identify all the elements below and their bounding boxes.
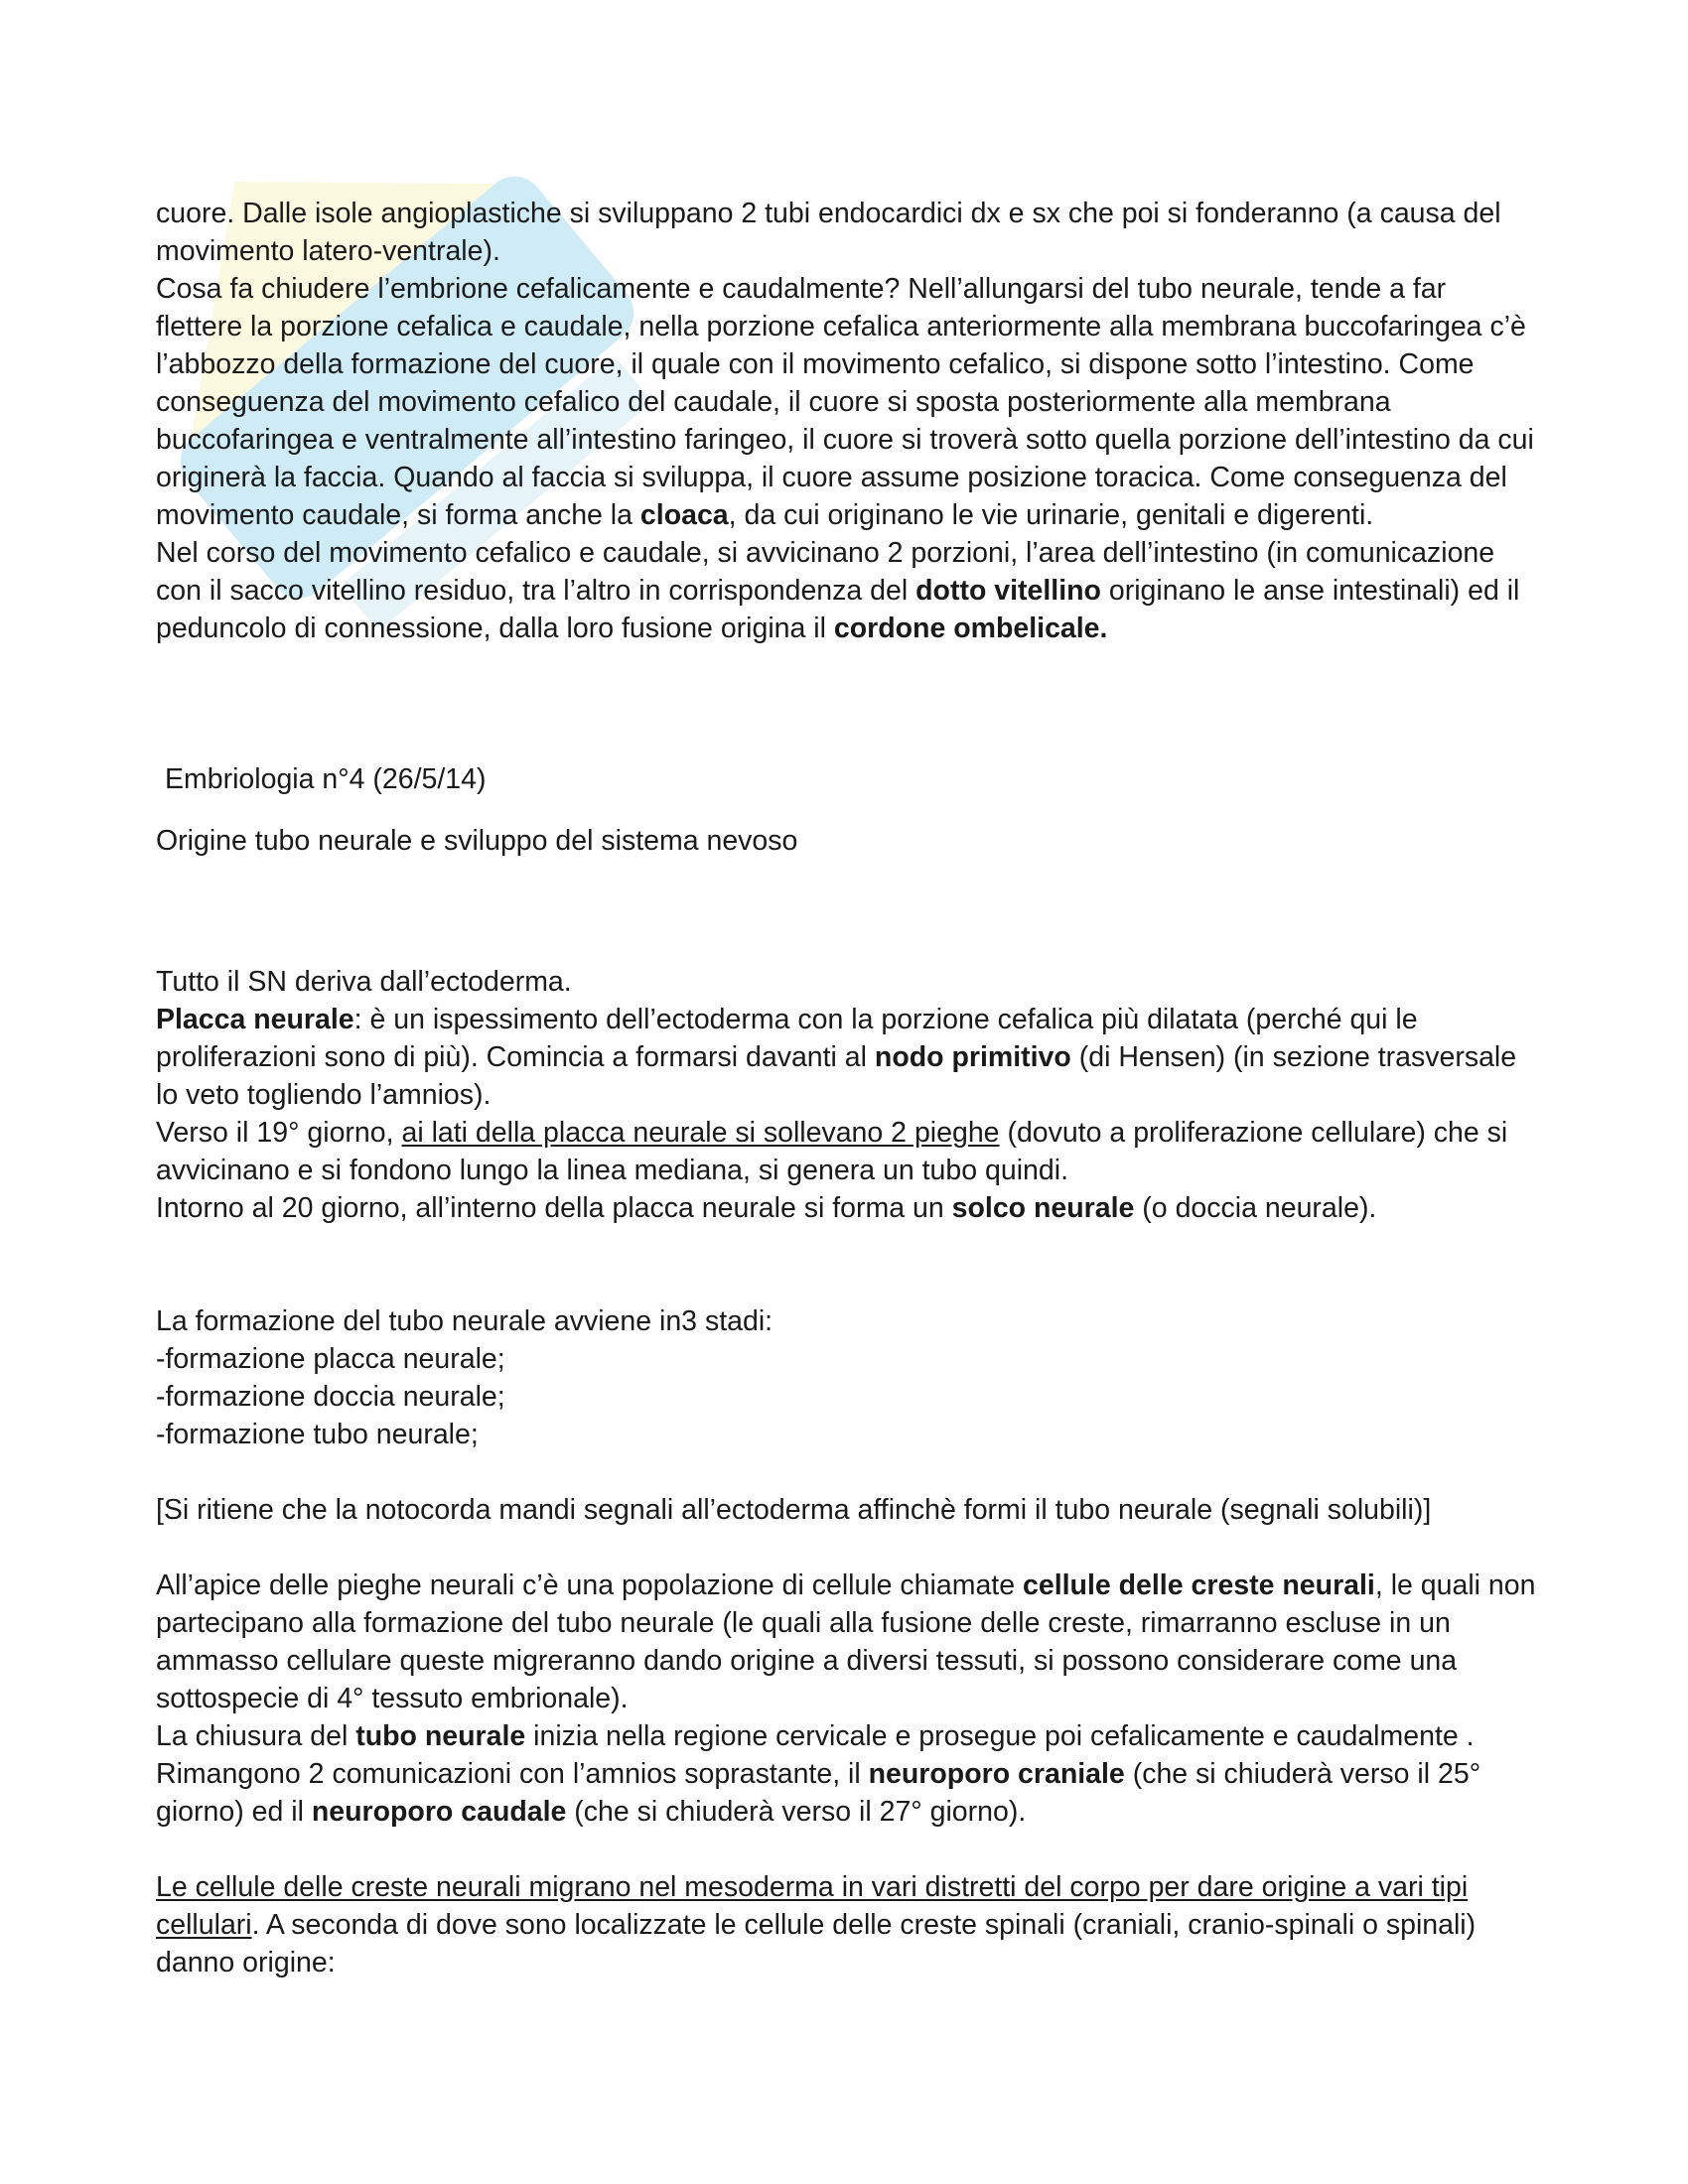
lesson-subtitle: Origine tubo neurale e sviluppo del sistema nevoso [156, 825, 798, 857]
paragraph-chiusura-embrione: Cosa fa chiudere l’embrione cefalicamente e caudalmente? Nell’allungarsi del tubo neurale, tende a far flettere la porzione cefalica e caudale, nella porzione cefalica anteriormente alla membrana buccofaringea c’è l’abbozzo della formazione del cuore, il quale con il movimento cefalico, si dispone sotto l’intestino. Come conseguenza del movimento cefalico del caudale, il cuore si sposta posteriormente alla membrana buccofaringea e ventralmente all’intestino faringeo, il cuore si troverà sotto quella porzione dell’intestino da cui originerà la faccia. Quando al faccia si sviluppa, il cuore assume posizione toracica. Come conseguenza del movimento caudale, si forma anche la cloaca, da cui originano le vie urinarie, genitali e digerenti. [156, 273, 1534, 531]
paragraph-intro-sn: Tutto il SN deriva dall’ectoderma. [156, 966, 572, 998]
underlined-pieghe: ai lati della placca neurale si sollevano 2 pieghe [401, 1117, 1000, 1149]
paragraph-cordone-ombelicale: Nel corso del movimento cefalico e caudale, si avvicinano 2 porzioni, l’area dell’intestino (in comunicazione con il sacco vitellino residuo, tra l’altro in corrispondenza del dotto vitellino originano le anse intestinali) ed il peduncolo di connessione, dalla loro fusione origina il cordone ombelicale. [156, 537, 1520, 644]
paragraph-giorno-19: Verso il 19° giorno, ai lati della placca neurale si sollevano 2 pieghe (dovuto a proliferazione cellulare) che si avvicinano e si fondono lungo la linea mediana, si genera un tubo quindi. [156, 1117, 1508, 1186]
term-neuroporo-caudale: neuroporo caudale [311, 1796, 567, 1828]
paragraph-giorno-20: Intorno al 20 giorno, all’interno della placca neurale si forma un solco neurale (o doccia neurale). [156, 1192, 1377, 1224]
lesson-title: Embriologia n°4 (26/5/14) [165, 763, 487, 795]
list-item: -formazione tubo neurale; [156, 1419, 479, 1450]
paragraph-neuropori: Rimangono 2 comunicazioni con l’amnios soprastante, il neuroporo craniale (che si chiuderà verso il 25° giorno) ed il neuroporo caudale (che si chiuderà verso il 27° giorno). [156, 1758, 1481, 1828]
underlined-migrazione: Le cellule delle creste neurali migrano nel mesoderma in vari distretti del corpo per dare origine a vari tipi cellulari [156, 1871, 1469, 1941]
paragraph-cuore: cuore. Dalle isole angioplastiche si sviluppano 2 tubi endocardici dx e sx che poi si fonderanno (a causa del movimento latero-ventrale). [156, 198, 1501, 267]
list-item: -formazione doccia neurale; [156, 1381, 505, 1413]
term-placca-neurale: Placca neurale [156, 1004, 354, 1035]
paragraph-notocorda-note: [Si ritiene che la notocorda mandi segnali all’ectoderma affinchè formi il tubo neurale (segnali solubili)] [156, 1494, 1432, 1526]
paragraph-creste-neurali: All’apice delle pieghe neurali c’è una popolazione di cellule chiamate cellule delle creste neurali, le quali non partecipano alla formazione del tubo neurale (le quali alla fusione delle creste, rimarranno escluse in un ammasso cellulare queste migreranno dando origine a diversi tessuti, si possono considerare come una sottospecie di 4° tessuto embrionale). [156, 1570, 1536, 1714]
list-item: -formazione placca neurale; [156, 1343, 505, 1375]
term-tubo-neurale: tubo neurale [355, 1720, 526, 1752]
term-cloaca: cloaca [639, 499, 729, 531]
term-cellule-creste-neurali: cellule delle creste neurali [1023, 1570, 1375, 1601]
term-dotto-vitellino: dotto vitellino [915, 575, 1101, 607]
paragraph-stadi-intro: La formazione del tubo neurale avviene in3 stadi: [156, 1305, 774, 1337]
document-body [156, 195, 1536, 1981]
paragraph-placca-neurale: Placca neurale: è un ispessimento dell’ectoderma con la porzione cefalica più dilatata (perché qui le proliferazioni sono di più). Comincia a formarsi davanti al nodo primitivo (di Hensen) (in sezione trasversale lo veto togliendo l’amnios). [156, 1004, 1517, 1111]
term-nodo-primitivo: nodo primitivo [874, 1041, 1071, 1073]
term-cordone-ombelicale: cordone ombelicale. [833, 613, 1108, 644]
term-solco-neurale: solco neurale [951, 1192, 1135, 1224]
term-neuroporo-craniale: neuroporo craniale [868, 1758, 1125, 1790]
paragraph-migrazione: Le cellule delle creste neurali migrano nel mesoderma in vari distretti del corpo per dare origine a vari tipi cellulari. A seconda di dove sono localizzate le cellule delle creste spinali (craniali, cranio-spinali o spinali) danno origine: [156, 1871, 1477, 1979]
paragraph-chiusura-tubo: La chiusura del tubo neurale inizia nella regione cervicale e prosegue poi cefalicamente e caudalmente . [156, 1720, 1475, 1752]
